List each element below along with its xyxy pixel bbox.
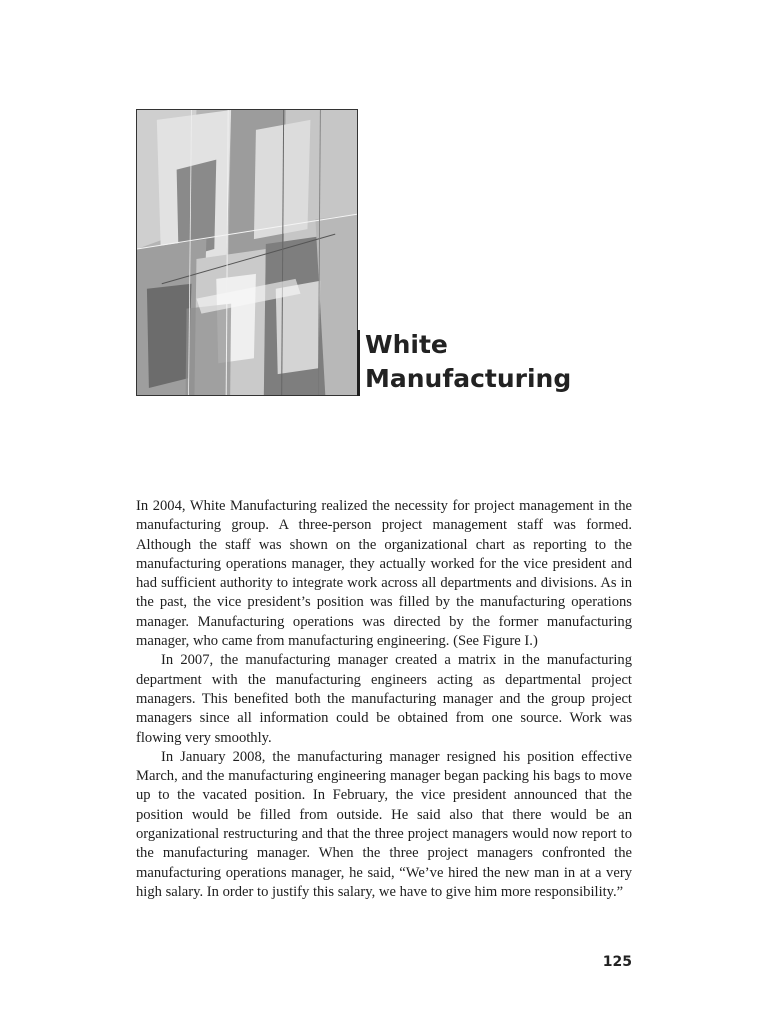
glass-blocks-illustration [137,110,357,395]
paragraph-2: In 2007, the manufacturing manager created a matrix in the manufacturing department with the manufacturing engineers acting as departmental project managers. This benefited both the manufacturing manager and the group project managers since all information could be obtained from one source. Work was flowing very smoothly. [136,652,632,746]
chapter-title-line-1: White [365,330,448,359]
title-rule [357,330,360,396]
paragraph-1: In 2004, White Manufacturing realized the necessity for project management in the manufacturing group. A three-person project management staff was formed. Although the staff was shown on the organizational chart as reporting to the manufacturing operations manager, they actually worked for the vice president and had sufficient authority to integrate work across all departments and divisions. As in the past, the vice president’s position was filled by the manufacturing operations manager. Manufacturing operations was directed by the former manufacturing manager, who came from manufacturing engineering. (See Figure I.) [136,498,632,650]
chapter-cover-image [136,109,358,396]
body-text [136,497,632,902]
page-number: 125 [602,954,632,970]
chapter-title [365,328,571,396]
paragraph-3: In January 2008, the manufacturing manager resigned his position effective March, and the manufacturing engineering manager began packing his bags to move up to the vacated position. In February, the vice president announced that the position would be filled from outside. He said also that there would be an organizational restructuring and that the three project managers would now report to the manufacturing manager. When the three project managers confronted the manufacturing operations manager, he said, “We’ve hired the new man in at a very high salary. In order to justify this salary, we have to give him more responsibility.” [136,748,632,900]
chapter-title-line-2: Manufacturing [365,364,572,393]
